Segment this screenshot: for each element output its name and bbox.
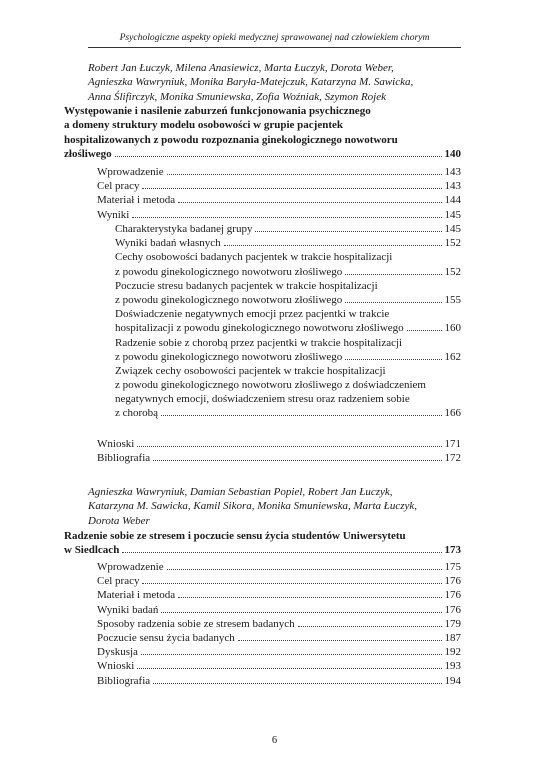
page-ref: 187 xyxy=(444,631,461,644)
dot-leader xyxy=(224,236,442,246)
toc-entry-meaning[interactable] xyxy=(97,631,461,645)
toc-entry-label: Materiał i metoda xyxy=(97,194,176,207)
toc-entry-label: Cechy osobowości badanych pacjentek w trakcie hospitalizacji xyxy=(115,251,393,264)
toc-entry-label: z powodu ginekologicznego nowotworu złośliwego z doświadczeniem xyxy=(115,379,426,392)
dot-leader xyxy=(161,603,441,613)
chapter-title-line: Radzenie sobie ze stresem i poczucie sensu życia studentów Uniwersytetu xyxy=(64,530,406,542)
toc-entry-results[interactable] xyxy=(97,208,461,222)
toc-entry-label: Poczucie sensu życia badanych xyxy=(97,631,235,644)
chapter1-title[interactable] xyxy=(64,104,461,162)
dot-leader xyxy=(132,208,441,218)
author-line: Agnieszka Wawryniuk, Damian Sebastian Popiel, Robert Jan Łuczyk, xyxy=(88,486,393,498)
toc-entry-label: Wprowadzenie xyxy=(97,561,164,573)
toc-entry-label: Poczucie stresu badanych pacjentek w trakcie hospitalizacji xyxy=(115,279,378,292)
page-ref: 193 xyxy=(444,660,461,673)
page-number: 6 xyxy=(271,735,278,746)
toc-subentry[interactable] xyxy=(115,250,461,278)
dot-leader xyxy=(141,645,442,655)
page-ref: 160 xyxy=(444,322,461,335)
toc-entry-label: Wprowadzenie xyxy=(97,166,164,178)
author-line: Robert Jan Łuczyk, Milena Anasiewicz, Marta Łuczyk, Dorota Weber, xyxy=(88,62,394,74)
dot-leader xyxy=(115,147,442,157)
toc-entry-label: Wyniki badań własnych xyxy=(115,237,221,250)
dot-leader xyxy=(142,574,441,584)
toc-entry-label: Wyniki badań xyxy=(97,603,159,616)
dot-leader xyxy=(407,321,442,331)
page-ref: 173 xyxy=(444,544,461,557)
toc-entry-label: hospitalizacji z powodu ginekologicznego nowotworu złośliwego xyxy=(115,322,404,335)
dot-leader xyxy=(345,293,441,303)
toc-entry-coping[interactable] xyxy=(97,617,461,631)
page-ref: 166 xyxy=(444,407,461,420)
toc-subentry[interactable] xyxy=(115,307,461,335)
page-ref: 179 xyxy=(444,617,461,630)
toc-entry-aim[interactable] xyxy=(97,179,461,193)
toc-entry-label: Sposoby radzenia sobie ze stresem badanych xyxy=(97,617,295,630)
toc-entry-label: z powodu ginekologicznego nowotworu złośliwego xyxy=(115,265,343,278)
toc-entry-label: Doświadczenie negatywnych emocji przez pacjentki w trakcie xyxy=(115,308,390,321)
toc-entry-bibliography[interactable] xyxy=(97,674,461,688)
toc-entry-label: z powodu ginekologicznego nowotworu złośliwego xyxy=(115,293,343,306)
dot-leader xyxy=(161,406,441,416)
dot-leader xyxy=(238,631,442,641)
toc-entry-bibliography[interactable] xyxy=(97,451,461,465)
chapter2-authors xyxy=(88,485,461,528)
dot-leader xyxy=(167,165,442,175)
page-ref: 192 xyxy=(444,646,461,659)
chapter-title-line: hospitalizowanych z powodu rozpoznania ginekologicznego nowotworu xyxy=(64,133,398,146)
header-rule xyxy=(88,47,461,48)
toc-entry-label: Materiał i metoda xyxy=(97,589,176,602)
toc-entry-label: Bibliografia xyxy=(97,674,151,687)
toc-entry-label: Charakterystyka badanej grupy xyxy=(115,223,253,235)
page-ref: 152 xyxy=(444,265,461,278)
toc-entry-label: negatywnych emocji, doświadczeniem stresu oraz radzeniem sobie xyxy=(115,393,410,406)
page-ref: 176 xyxy=(444,589,461,602)
running-header: Psychologiczne aspekty opieki medycznej sprawowanej nad człowiekiem chorym xyxy=(119,32,430,43)
toc-entry-methods[interactable] xyxy=(97,193,461,207)
toc-subentry[interactable] xyxy=(115,336,461,364)
author-line: Agnieszka Wawryniuk, Monika Baryła-Matejczuk, Katarzyna M. Sawicka, xyxy=(88,76,414,89)
page-ref: 145 xyxy=(444,223,461,235)
dot-leader xyxy=(167,560,442,570)
toc-entry-label: Cel pracy xyxy=(97,180,140,193)
dot-leader xyxy=(298,617,442,627)
page-ref: 176 xyxy=(444,603,461,616)
toc-subentry[interactable] xyxy=(115,364,461,421)
toc-entry-label: Dyskusja xyxy=(97,646,138,659)
toc-entry-label: z chorobą xyxy=(115,407,159,420)
dot-leader xyxy=(345,350,441,360)
chapter-title-line: a domeny struktury modelu osobowości w grupie pacjentek xyxy=(64,119,343,132)
toc-subentry[interactable] xyxy=(115,222,461,236)
dot-leader xyxy=(137,659,441,669)
toc-entry-conclusions[interactable] xyxy=(97,437,461,451)
page-ref: 143 xyxy=(444,166,461,178)
toc-entry-label: Wnioski xyxy=(97,438,135,450)
toc-entry-methods[interactable] xyxy=(97,588,461,602)
page-ref: 162 xyxy=(444,350,461,363)
dot-leader xyxy=(137,437,441,447)
chapter1-closing xyxy=(97,437,461,465)
toc-entry-label: z powodu ginekologicznego nowotworu złośliwego xyxy=(115,350,343,363)
toc-entry-label: Radzenie sobie z chorobą przez pacjentki w trakcie hospitalizacji xyxy=(115,336,403,349)
page-ref: 175 xyxy=(444,561,461,573)
dot-leader xyxy=(122,543,441,553)
author-line: Dorota Weber xyxy=(88,514,150,527)
chapter1-authors xyxy=(88,61,461,104)
toc-entry-label: Bibliografia xyxy=(97,452,151,465)
page-ref: 155 xyxy=(444,293,461,306)
chapter1-subsections xyxy=(115,222,461,421)
dot-leader xyxy=(255,222,441,232)
chapter2-title[interactable] xyxy=(64,529,461,558)
chapter-title-line: złośliwego xyxy=(64,148,112,161)
page-ref: 171 xyxy=(444,438,461,450)
toc-entry-results[interactable] xyxy=(97,603,461,617)
author-line: Anna Ślifirczyk, Monika Smuniewska, Zofia Woźniak, Szymon Rojek xyxy=(88,90,386,103)
toc-entry-discussion[interactable] xyxy=(97,645,461,659)
page-ref: 194 xyxy=(444,674,461,687)
chapter-title-line: Występowanie i nasilenie zaburzeń funkcjonowania psychicznego xyxy=(64,105,371,117)
chapter1-sections xyxy=(97,165,461,222)
page-ref: 140 xyxy=(444,148,461,161)
page-ref: 144 xyxy=(444,194,461,207)
dot-leader xyxy=(142,179,441,189)
toc-subentry[interactable] xyxy=(115,279,461,307)
page-ref: 152 xyxy=(444,237,461,250)
toc-entry-label: Wyniki xyxy=(97,208,130,221)
author-line: Katarzyna M. Sawicka, Kamil Sikora, Monika Smuniewska, Marta Łuczyk, xyxy=(88,500,418,513)
chapter-title-entry xyxy=(64,543,461,557)
toc-entry-label: Związek cechy osobowości pacjentek w trakcie hospitalizacji xyxy=(115,364,386,377)
page-ref: 172 xyxy=(444,452,461,465)
toc-entry-aim[interactable] xyxy=(97,574,461,588)
toc-entry-label: Cel pracy xyxy=(97,575,140,588)
dot-leader xyxy=(153,451,441,461)
dot-leader xyxy=(153,674,441,684)
page-ref: 143 xyxy=(444,180,461,193)
dot-leader xyxy=(178,193,441,203)
chapter-title-line: w Siedlcach xyxy=(64,544,120,557)
dot-leader xyxy=(178,588,441,598)
dot-leader xyxy=(345,265,441,275)
toc-entry-introduction[interactable] xyxy=(97,560,461,574)
toc-entry-introduction[interactable] xyxy=(97,165,461,179)
toc-subentry[interactable] xyxy=(115,236,461,250)
chapter2-sections xyxy=(97,560,461,688)
page-ref: 176 xyxy=(444,575,461,588)
toc-entry-conclusions[interactable] xyxy=(97,659,461,673)
toc-entry-label: Wnioski xyxy=(97,660,135,673)
page-ref: 145 xyxy=(444,208,461,221)
chapter-title-entry xyxy=(64,147,461,161)
